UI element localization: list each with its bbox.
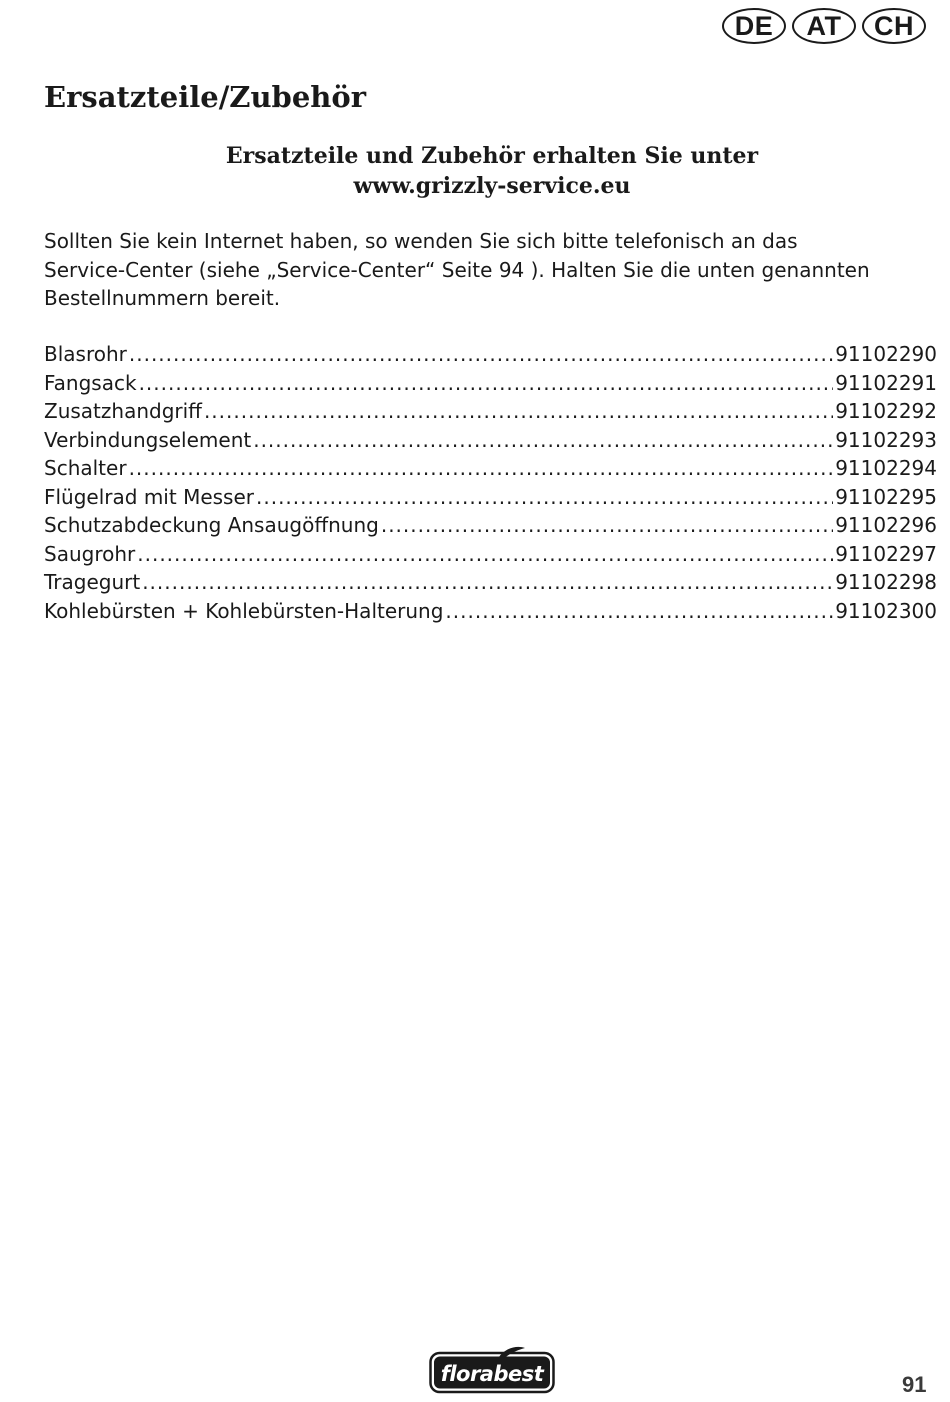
subheading: [44, 141, 940, 201]
part-row: [44, 426, 937, 455]
country-badge-ch: CH: [862, 8, 926, 44]
service-url: www.grizzly-service.eu: [353, 173, 631, 199]
part-name: Kohlebürsten + Kohlebürsten-Halterung: [44, 598, 444, 623]
part-number: 91102295: [835, 484, 937, 509]
part-name: Fangsack: [44, 370, 137, 395]
parts-list: [44, 340, 937, 625]
part-row: [44, 483, 937, 512]
country-badge-de: DE: [722, 8, 786, 44]
dot-leader: [204, 397, 833, 426]
part-row: [44, 597, 937, 626]
part-row: [44, 511, 937, 540]
part-name: Zusatzhandgriff: [44, 399, 202, 423]
part-number: 91102293: [835, 427, 937, 452]
dot-leader: [129, 454, 834, 483]
part-name: Blasrohr: [44, 342, 127, 366]
part-number: 91102290: [835, 342, 937, 366]
page-number: 91: [902, 1372, 927, 1397]
subheading-line-1: Ersatzteile und Zubehör erhalten Sie unter: [225, 143, 759, 169]
dot-leader: [139, 369, 834, 398]
country-badge-at: AT: [792, 8, 856, 44]
intro-line-2: Service-Center (siehe „Service-Center“ Seite 94 ). Halten Sie die unten genannten: [44, 257, 870, 282]
part-row: [44, 454, 937, 483]
dot-leader: [129, 340, 833, 369]
part-number: 91102296: [835, 513, 937, 537]
dot-leader: [137, 540, 833, 569]
part-name: Schalter: [44, 456, 127, 480]
part-row: [44, 397, 937, 426]
part-number: 91102292: [835, 399, 937, 423]
dot-leader: [445, 597, 833, 626]
part-name: Saugrohr: [44, 541, 136, 566]
part-row: [44, 568, 937, 597]
part-name: Verbindungselement: [44, 427, 252, 452]
part-name: Tragegurt: [44, 570, 141, 594]
dot-leader: [381, 511, 833, 540]
part-number: 91102294: [835, 456, 937, 480]
dot-leader: [142, 568, 833, 597]
dot-leader: [256, 483, 833, 512]
part-number: 91102298: [835, 570, 937, 594]
florabest-logo: [429, 1344, 555, 1394]
part-row: [44, 340, 937, 369]
logo-wordmark: florabest: [440, 1362, 544, 1386]
page-title: Ersatzteile/Zubehör: [44, 80, 366, 114]
intro-paragraph: [44, 227, 924, 313]
part-name: Flügelrad mit Messer: [44, 484, 254, 509]
intro-line-3: Bestellnummern bereit.: [44, 286, 281, 310]
dot-leader: [253, 426, 833, 455]
intro-line-1: Sollten Sie kein Internet haben, so wenden Sie sich bitte telefonisch an das: [44, 229, 798, 253]
part-number: 91102300: [835, 598, 937, 623]
part-row: [44, 540, 937, 569]
part-name: Schutzabdeckung Ansaugöffnung: [44, 513, 379, 537]
part-number: 91102297: [835, 541, 937, 566]
part-number: 91102291: [835, 370, 937, 395]
part-row: [44, 369, 937, 398]
country-badges: [722, 8, 926, 44]
